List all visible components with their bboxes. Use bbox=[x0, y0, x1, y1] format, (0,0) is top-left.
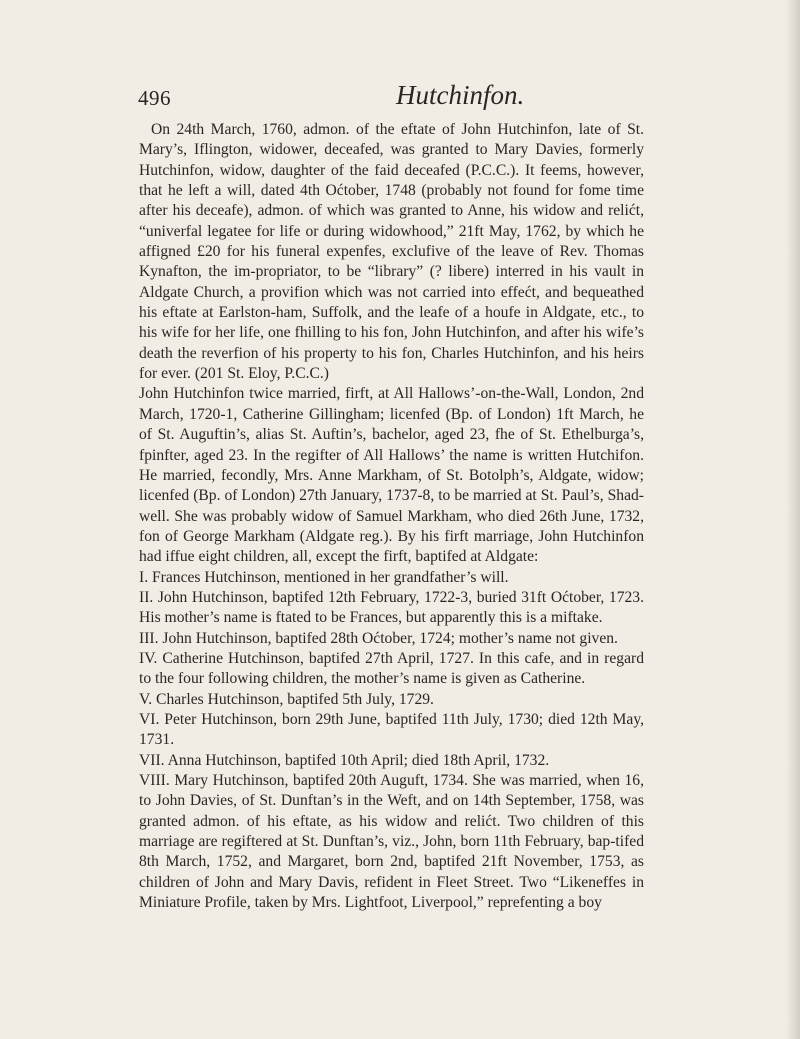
list-item-child-2: II. John Hutchinson, baptifed 12th February, 1722-3, buried 31ft Oćtober, 1723. His mother’s name is ftated to be Frances, but apparently this is a miftake. bbox=[139, 588, 644, 627]
body-text bbox=[139, 120, 644, 913]
list-item-child-6: VI. Peter Hutchinson, born 29th June, baptifed 11th July, 1730; died 12th May, 1731. bbox=[139, 710, 644, 749]
page-header bbox=[138, 74, 658, 114]
list-item-child-7: VII. Anna Hutchinson, baptifed 10th April; died 18th April, 1732. bbox=[139, 751, 550, 769]
paragraph-admon: On 24th March, 1760, admon. of the eftate of John Hutchinfon, late of St. Mary’s, Iflington, widower, deceafed, was granted to Mary Davies, formerly Hutchinfon, widow, daughter of the faid deceafed (P.C.C.). It feems, however, that he left a will, dated 4th Oćtober, 1748 (probably not found for fome time after his deceafe), admon. of which was granted to Anne, his widow and relićt, “univerfal legatee for life or during widowhood,” 21ft May, 1762, by which he affigned £20 for his funeral expenfes, exclufive of the leave of Rev. Thomas Kynafton, the im-propriator, to be “library” (? libere) interred in his vault in Aldgate Church, a provifion which was not carried into effećt, and bequeathed his eftate at Earlston-ham, Suffolk, and the leafe of a houfe in Aldgate, etc., to his wife for her life, one fhilling to his fon, John Hutchinfon, and after his wife’s death the reverfion of his property to his fon, Charles Hutchinfon, and his heirs for ever. (201 St. Eloy, P.C.C.) bbox=[139, 121, 644, 383]
list-item-child-8: VIII. Mary Hutchinson, baptifed 20th Auguft, 1734. She was married, when 16, to John Davies, of St. Dunftan’s in the Weft, and on 14th September, 1758, was granted admon. of his eftate, as his widow and relićt. Two children of this marriage are regiftered at St. Dunftan’s, viz., John, born 11th February, bap-tifed 8th March, 1752, and Margaret, born 2nd, baptifed 21ft November, 1753, as children of John and Mary Davis, refident in Fleet Street. Two “Likeneffes in Miniature Profile, taken by Mrs. Lightfoot, Liverpool,” reprefenting a boy bbox=[139, 772, 644, 912]
list-item-child-3: III. John Hutchinson, baptifed 28th Oćtober, 1724; mother’s name not given. bbox=[139, 629, 618, 647]
running-head: Hutchinfon. bbox=[396, 80, 525, 110]
list-item-child-4: IV. Catherine Hutchinson, baptifed 27th April, 1727. In this cafe, and in regard to the four following children, the mother’s name is given as Catherine. bbox=[139, 649, 644, 688]
list-item-child-1: I. Frances Hutchinson, mentioned in her grandfather’s will. bbox=[139, 568, 509, 586]
list-item-child-5: V. Charles Hutchinson, baptifed 5th July, 1729. bbox=[139, 690, 434, 708]
paragraph-marriages: John Hutchinfon twice married, firft, at All Hallows’-on-the-Wall, London, 2nd March, 1720-1, Catherine Gillingham; licenfed (Bp. of London) 1ft March, he of St. Auguftin’s, alias St. Auftin’s, bachelor, aged 23, fhe of St. Ethelburga’s, fpinfter, aged 23. In the regifter of All Hallows’ the name is written Hutchifon. He married, fecondly, Mrs. Anne Markham, of St. Botolph’s, Aldgate, widow; licenfed (Bp. of London) 27th January, 1737-8, to be married at St. Paul’s, Shad-well. She was probably widow of Samuel Markham, who died 26th June, 1732, fon of George Markham (Aldgate reg.). By his firft marriage, John Hutchinfon had iffue eight children, all, except the firft, baptifed at Aldgate: bbox=[139, 385, 644, 566]
page-number: 496 bbox=[138, 86, 171, 110]
page-edge-shadow bbox=[786, 0, 800, 1039]
